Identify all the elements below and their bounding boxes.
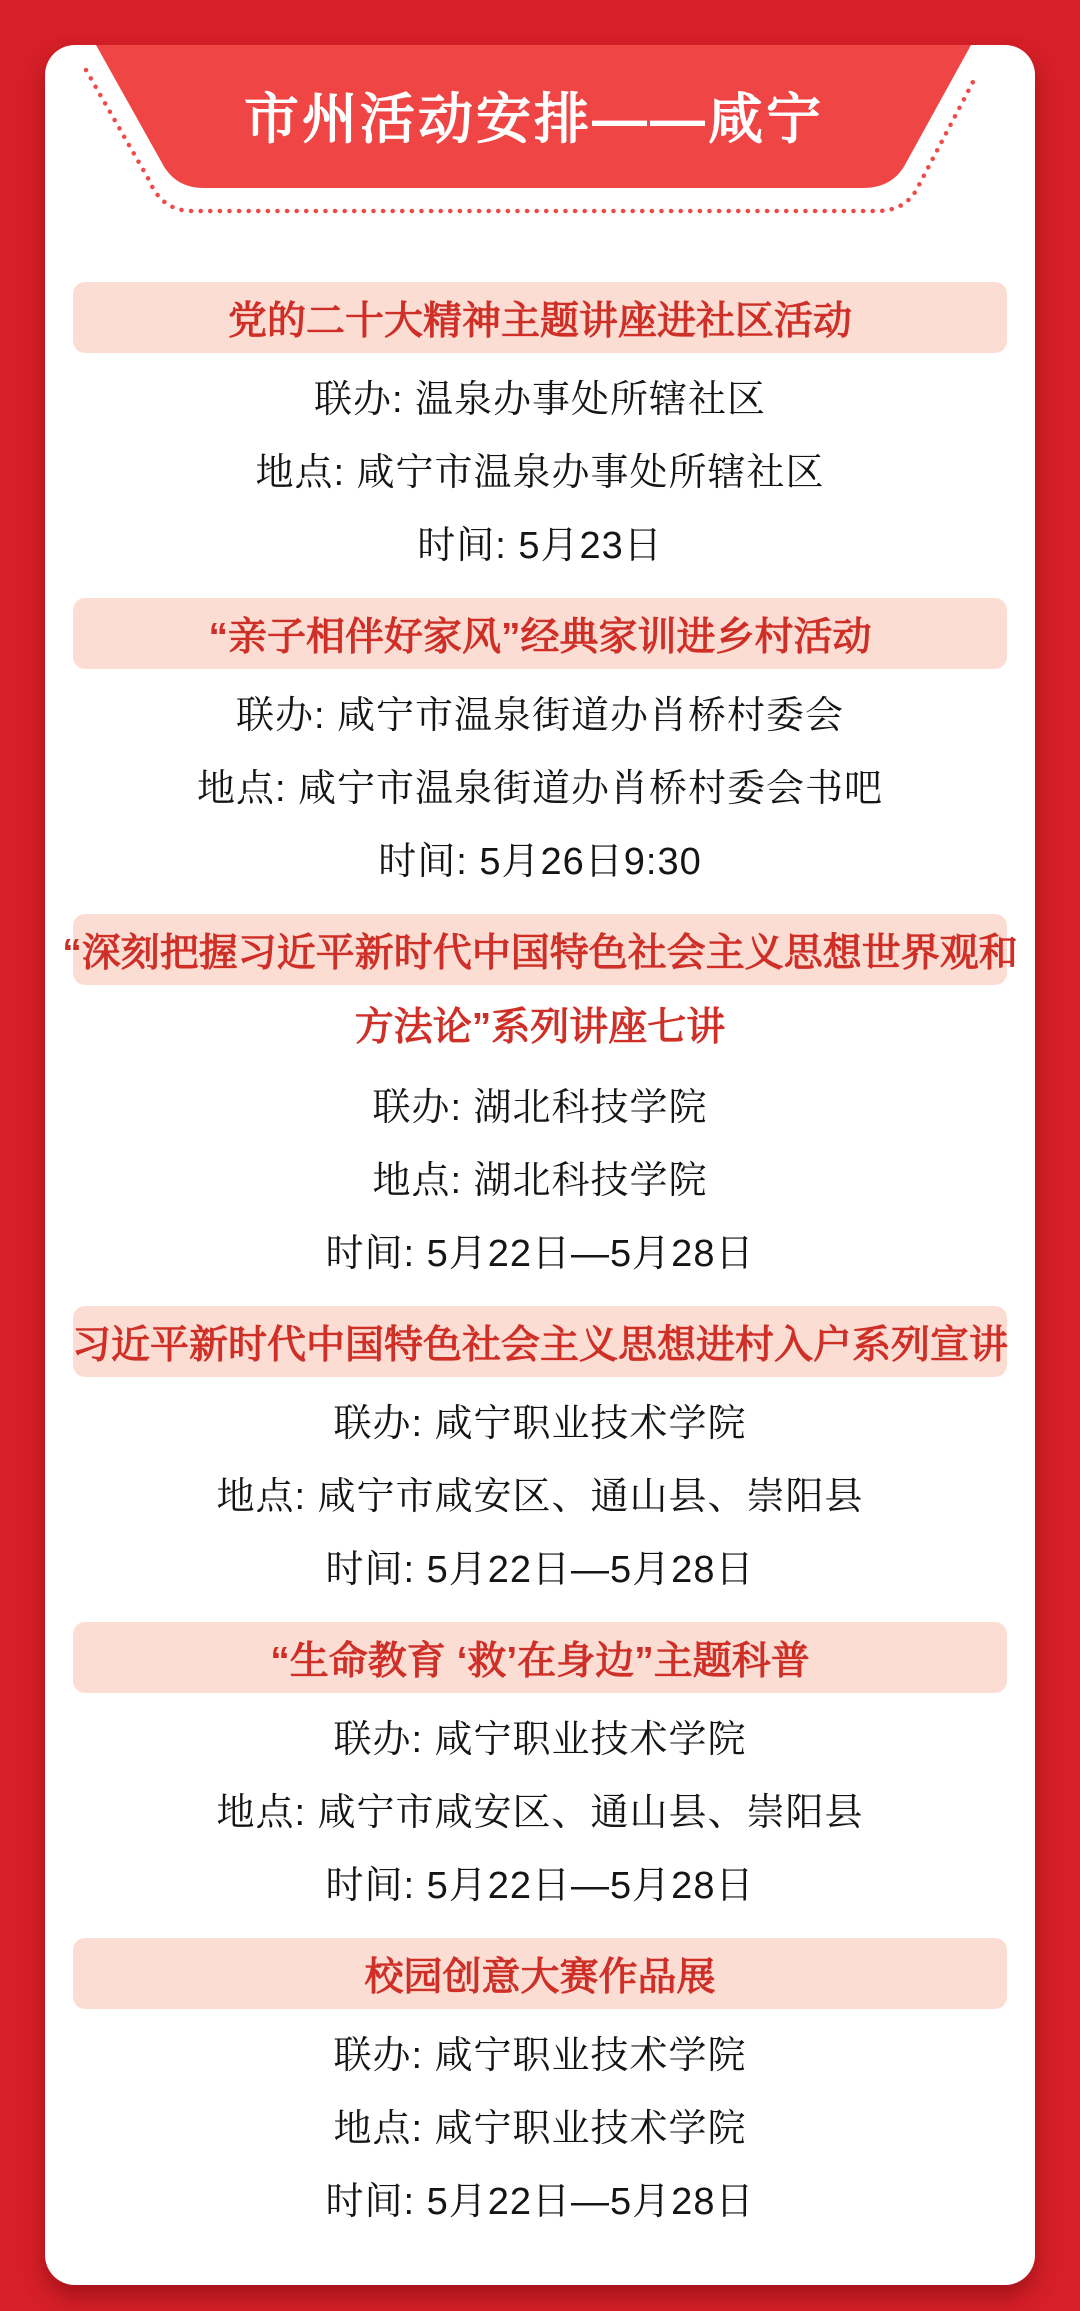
event-time-line: 时间: 5月26日9:30	[378, 841, 702, 883]
event-card	[73, 598, 1007, 894]
event-card	[73, 1938, 1007, 2234]
event-card	[62, 914, 1018, 1286]
event-organizer-line: 联办: 咸宁职业技术学院	[333, 2035, 747, 2077]
event-location-line: 地点: 咸宁市温泉办事处所辖社区	[255, 452, 825, 494]
event-title: “生命教育 ‘救’在身边”主题科普	[270, 1639, 810, 1683]
event-title: 习近平新时代中国特色社会主义思想进村入户系列宣讲	[72, 1323, 1009, 1367]
event-location-line: 地点: 咸宁市温泉街道办肖桥村委会书吧	[196, 768, 884, 810]
event-organizer-line: 联办: 温泉办事处所辖社区	[313, 379, 767, 421]
event-organizer-line: 联办: 湖北科技学院	[372, 1087, 708, 1129]
event-card	[73, 1622, 1007, 1918]
event-organizer-line: 联办: 咸宁职业技术学院	[333, 1719, 747, 1761]
event-title: “亲子相伴好家风”经典家训进乡村活动	[208, 615, 872, 659]
event-time-line: 时间: 5月22日—5月28日	[325, 1865, 755, 1907]
event-time-line: 时间: 5月22日—5月28日	[325, 2181, 755, 2223]
event-title-bar	[73, 1938, 1007, 2009]
event-location-line: 地点: 咸宁职业技术学院	[333, 2108, 747, 2150]
event-title: 校园创意大赛作品展	[364, 1955, 716, 1999]
event-time-line: 时间: 5月22日—5月28日	[325, 1549, 755, 1591]
event-title-bar	[73, 1622, 1007, 1693]
event-title: 党的二十大精神主题讲座进社区活动	[227, 299, 852, 343]
event-location-line: 地点: 湖北科技学院	[372, 1160, 708, 1202]
event-card	[73, 282, 1007, 578]
event-title-bar	[73, 282, 1007, 353]
header-banner	[0, 0, 1080, 240]
event-time-line: 时间: 5月23日	[417, 525, 663, 567]
event-title-second-line: 方法论”系列讲座七讲	[354, 1006, 726, 1049]
event-location-line: 地点: 咸宁市咸安区、通山县、崇阳县	[216, 1476, 864, 1518]
event-title-bar	[73, 598, 1007, 669]
page-title: 市州活动安排——咸宁	[243, 87, 824, 150]
event-location-line: 地点: 咸宁市咸安区、通山县、崇阳县	[216, 1792, 864, 1834]
event-organizer-line: 联办: 咸宁职业技术学院	[333, 1403, 747, 1445]
event-card	[73, 1306, 1007, 1602]
event-time-line: 时间: 5月22日—5月28日	[325, 1233, 755, 1275]
event-title-bar	[73, 1306, 1007, 1377]
event-organizer-line: 联办: 咸宁市温泉街道办肖桥村委会	[235, 695, 845, 737]
event-title: “深刻把握习近平新时代中国特色社会主义思想世界观和	[62, 931, 1018, 975]
event-title-bar	[62, 914, 1018, 985]
event-card-list	[62, 282, 1018, 2254]
